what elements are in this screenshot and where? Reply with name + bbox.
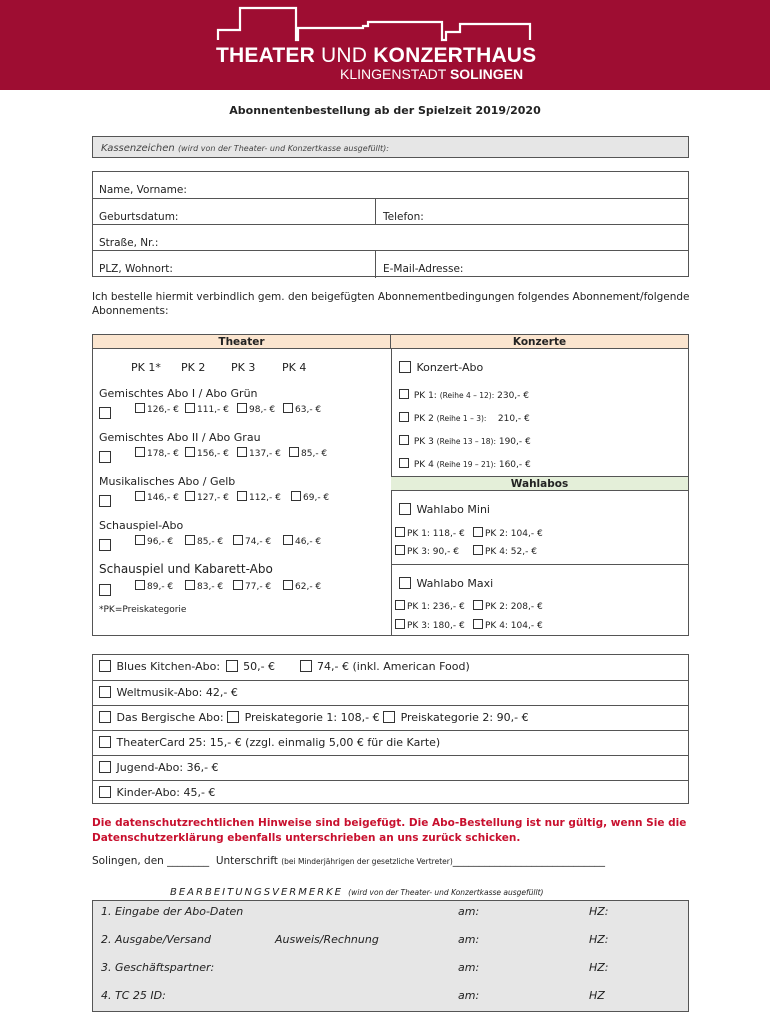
abo-2-pk4-checkbox[interactable] [289,447,299,457]
abo-2-checkbox[interactable] [99,451,111,463]
weltmusik-row: Weltmusik-Abo: 42,- € [93,680,688,705]
abo-3-pk3-checkbox[interactable] [237,491,247,501]
maxi-pk1-checkbox[interactable] [395,600,405,610]
konzert-pk1-checkbox[interactable] [399,389,409,399]
wahlabo-mini-checkbox[interactable] [399,503,411,515]
street-field[interactable]: Straße, Nr.: [93,224,688,250]
logo-subtitle: KLINGENSTADT SOLINGEN [340,66,524,82]
abo-4-pk4-checkbox[interactable] [283,535,293,545]
extra-abos-list [92,654,689,804]
abo-1-checkbox[interactable] [99,407,111,419]
abo-5-pk1-checkbox[interactable] [135,580,145,590]
pk2-label: PK 2 [181,361,206,374]
processing-notes-box [92,900,689,1012]
privacy-notice: Die datenschutzrechtlichen Hinweise sind beigefügt. Die Abo-Bestellung ist nur gültig, wenn Sie die Datenschutzerklärung ebenfalls unterschrieben an uns zurück schicken. [92,817,687,844]
abo-5-checkbox[interactable] [99,584,111,596]
logo-title: THEATER UND KONZERTHAUS [216,44,537,67]
processing-notes-title: BEARBEITUNGSVERMERKE (wird von der Theater- und Konzertkasse ausgefüllt) [170,887,544,898]
jugend-abo-checkbox[interactable] [99,761,111,773]
konzerte-header: Konzerte [391,335,688,349]
processing-row: 3. Geschäftspartner: am: HZ: [101,961,609,974]
city-email-row[interactable]: PLZ, Wohnort: E-Mail-Adresse: [93,250,688,278]
kinder-abo-checkbox[interactable] [99,786,111,798]
kassenzeichen-field[interactable]: Kassenzeichen (wird von der Theater- und Konzertkasse ausgefüllt): [92,136,689,158]
abo-5-pk3-checkbox[interactable] [233,580,243,590]
mini-pk1-checkbox[interactable] [395,527,405,537]
personal-data-form [92,171,689,277]
blues-74-checkbox[interactable] [300,660,312,672]
abo-4-pk3-checkbox[interactable] [233,535,243,545]
maxi-pk3-checkbox[interactable] [395,619,405,629]
abo-5-pk4-checkbox[interactable] [283,580,293,590]
header-banner [0,0,770,90]
blues-kitchen-row: Blues Kitchen-Abo: 50,- € 74,- € (inkl. American Food) [93,655,688,680]
abo-2-pk2-checkbox[interactable] [185,447,195,457]
pk4-label: PK 4 [282,361,307,374]
abo-2-pk1-checkbox[interactable] [135,447,145,457]
abo-4-name: Schauspiel-Abo [99,519,184,532]
abo-1-pk3-checkbox[interactable] [237,403,247,413]
blues-kitchen-checkbox[interactable] [99,660,111,672]
abo-1-pk4-checkbox[interactable] [283,403,293,413]
mini-pk2-checkbox[interactable] [473,527,483,537]
konzert-pk2-checkbox[interactable] [399,412,409,422]
abo-4-checkbox[interactable] [99,539,111,551]
abo-4-pk2-checkbox[interactable] [185,535,195,545]
jugend-abo-row: Jugend-Abo: 36,- € [93,755,688,780]
theatercard-checkbox[interactable] [99,736,111,748]
abo-3-checkbox[interactable] [99,495,111,507]
abo-5-name: Schauspiel und Kabarett-Abo [99,562,273,576]
wahlabos-header: Wahlabos [391,476,688,491]
bergisches-abo-row: Das Bergische Abo: Preiskategorie 1: 108,- € Preiskategorie 2: 90,- € [93,705,688,730]
abo-2-name: Gemischtes Abo II / Abo Grau [99,431,261,444]
birth-phone-row[interactable]: Geburtsdatum: Telefon: [93,198,688,224]
abo-1-pk1-checkbox[interactable] [135,403,145,413]
weltmusik-checkbox[interactable] [99,686,111,698]
abo-5-pk2-checkbox[interactable] [185,580,195,590]
kinder-abo-row: Kinder-Abo: 45,- € [93,780,688,805]
pk-footnote: *PK=Preiskategorie [99,605,187,615]
abo-1-name: Gemischtes Abo I / Abo Grün [99,387,258,400]
maxi-pk4-checkbox[interactable] [473,619,483,629]
abo-table: Theater Konzerte PK 1* PK 2 PK 3 PK 4 Gemischtes Abo I / Abo Grün 126,- € 111,- € 98,- € 63,- € Gemischtes Abo II / Abo Grau 178,- € 156,- € 137,- € 85,- € Musikalisches Abo / Gelb 146,- € 127,- € 112,- € 69,- € Schauspiel-Abo 96,- € 85,- € 74,- € 46,- € Schauspiel und Kabarett-Abo 89,- € 83,- € 77,- € 62,- € *PK=Preiskategorie Konzert-Abo PK 1: (Reihe 4 – 12): 230,- € PK 2 (Reihe 1 – 3): 210,- € PK 3 (Reihe 13 – 18): 190,- € PK 4 (Reihe 19 – 21): 160,- € Wahlabos Wahlabo Mini PK 1: 118,- € PK 2: 104,- € PK 3: 90,- € PK 4: 52,- € Wahlabo Maxi PK 1: 236,- € PK 2: 208,- € PK 3: 180,- € PK 4: 104,- € [92,334,689,636]
abo-3-name: Musikalisches Abo / Gelb [99,475,236,488]
abo-4-pk1-checkbox[interactable] [135,535,145,545]
bergisches-abo-checkbox[interactable] [99,711,111,723]
berg-pk2-checkbox[interactable] [383,711,395,723]
processing-row: 4. TC 25 ID: am: HZ [101,989,605,1002]
page-title: Abonnentenbestellung ab der Spielzeit 2019/2020 [229,104,541,117]
name-field[interactable]: Name, Vorname: [99,184,187,196]
abo-1-pk2-checkbox[interactable] [185,403,195,413]
pk1-label: PK 1* [131,361,161,374]
abo-3-pk2-checkbox[interactable] [185,491,195,501]
mini-pk3-checkbox[interactable] [395,545,405,555]
maxi-pk2-checkbox[interactable] [473,600,483,610]
blues-50-checkbox[interactable] [226,660,238,672]
konzert-pk3-checkbox[interactable] [399,435,409,445]
processing-row: 2. Ausgabe/Versand Ausweis/Rechnung am: HZ: [101,933,609,946]
abo-3-pk1-checkbox[interactable] [135,491,145,501]
abo-3-pk4-checkbox[interactable] [291,491,301,501]
konzert-pk4-checkbox[interactable] [399,458,409,468]
signature-line[interactable]: Solingen, den ________ Unterschrift (bei Minderjährigen der gesetzliche Vertreter)_____________________________ [92,855,606,867]
mini-pk4-checkbox[interactable] [473,545,483,555]
theatercard-row: TheaterCard 25: 15,- € (zzgl. einmalig 5,00 € für die Karte) [93,730,688,755]
order-intro-text: Ich bestelle hiermit verbindlich gem. den beigefügten Abonnementbedingungen folgendes Abonnement/folgende Abonnements: [92,291,690,317]
abo-2-pk3-checkbox[interactable] [237,447,247,457]
berg-pk1-checkbox[interactable] [227,711,239,723]
theater-header: Theater [93,335,391,349]
pk3-label: PK 3 [231,361,256,374]
wahlabo-maxi-checkbox[interactable] [399,577,411,589]
processing-row: 1. Eingabe der Abo-Daten am: HZ: [101,905,609,918]
konzert-abo-checkbox[interactable] [399,361,411,373]
